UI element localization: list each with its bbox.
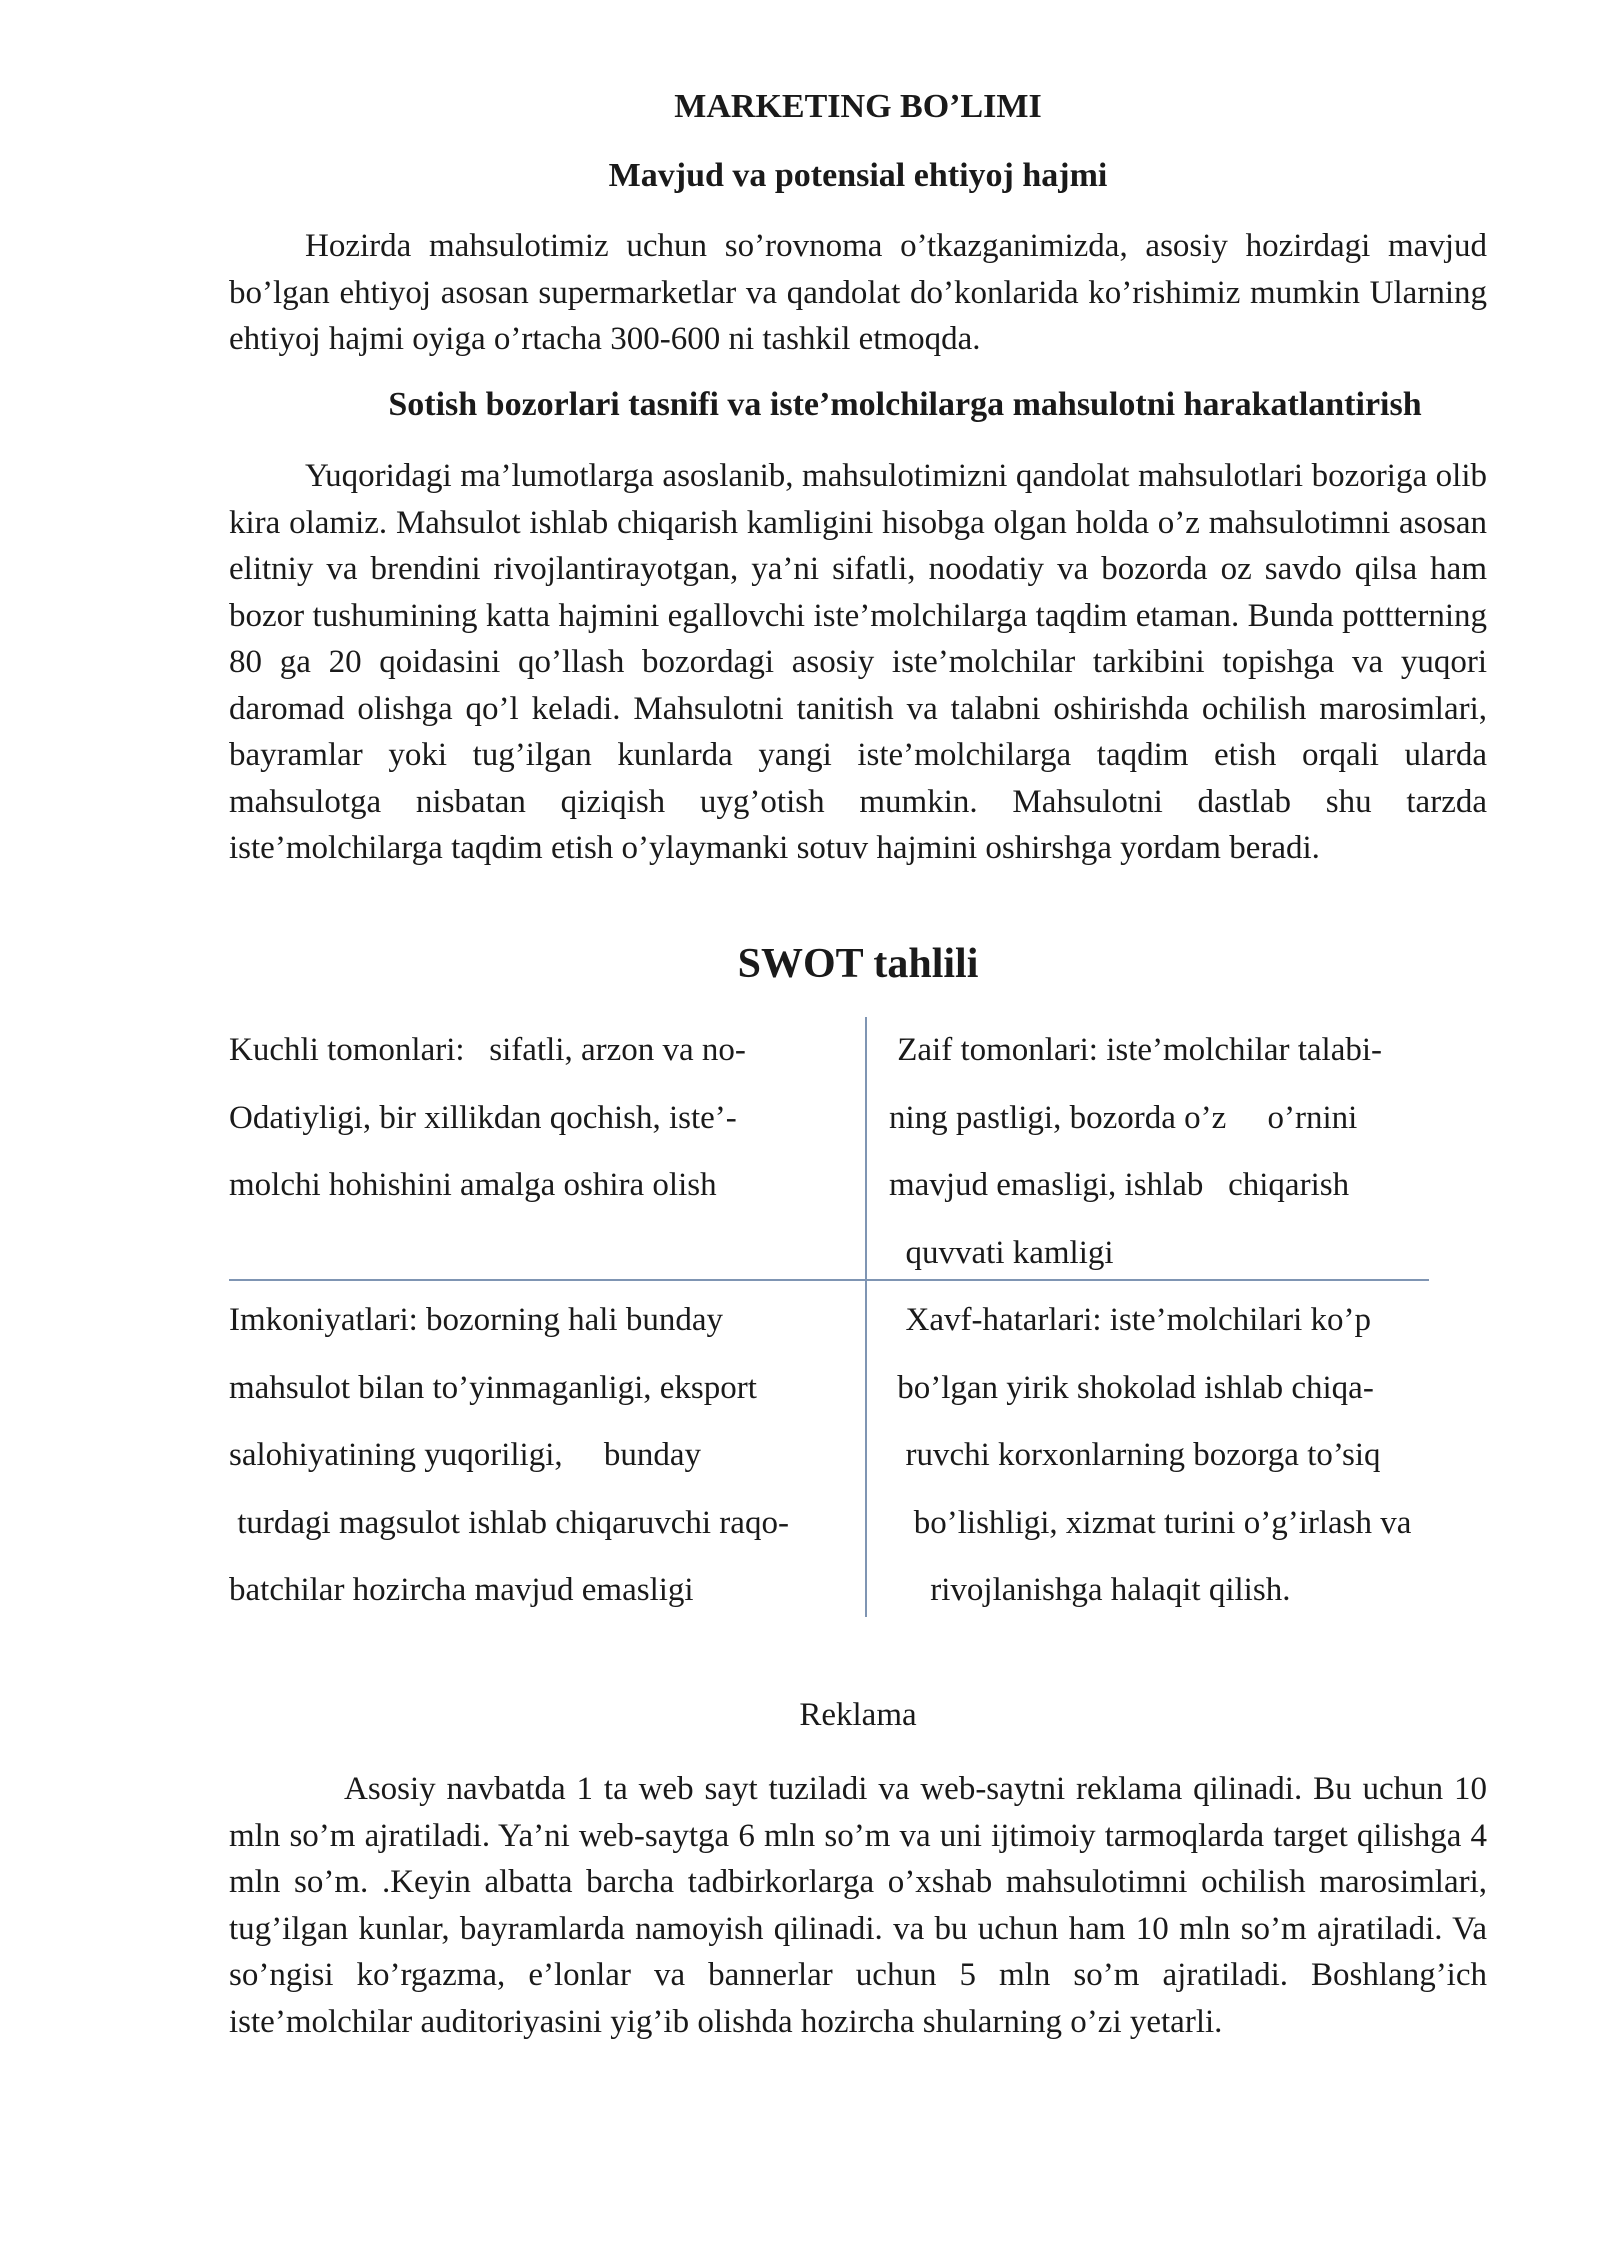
swot-title: SWOT tahlili — [737, 941, 979, 987]
section-heading-markets: Sotish bozorlari tasnifi va iste’molchilarga mahsulotni harakatlantirish — [388, 386, 1422, 423]
section-heading-advertising: Reklama — [799, 1697, 917, 1733]
swot-line: Odatiyligi, bir xillikdan qochish, iste’- — [229, 1099, 737, 1136]
paragraph-advertising: Asosiy navbatda 1 ta web sayt tuziladi va web-saytni reklama qilinadi. Bu uchun 10 mln so’m ajratiladi. Ya’ni web-saytga 6 mln so’m va uni ijtimoiy tarmoqlarda target qilishga 4 mln so’m. .Keyin albatta barcha tadbirkorlarga o’xshab mahsulotimni ochilish marosimlari, tug’ilgan kunlar, bayramlarda namoyish qilinadi. va bu uchun ham 10 mln so’m ajratiladi. Va so’ngisi ko’rgazma, e’lonlar va bannerlar uchun 5 mln so’m ajratiladi. Boshlang’ich iste’molchilar auditoriyasini yig’ib olishda hozircha shularning o’zi yetarli. — [229, 1771, 1487, 2040]
swot-line: batchilar hozircha mavjud emasligi — [229, 1572, 694, 1608]
swot-weaknesses — [889, 1017, 1382, 1287]
swot-line: turdagi magsulot ishlab chiqaruvchi raqo- — [229, 1504, 789, 1541]
paragraph-markets: Yuqoridagi ma’lumotlarga asoslanib, mahsulotimizni qandolat mahsulotlari bozoriga olib kira olamiz. Mahsulot ishlab chiqarish kamligini hisobga olgan holda o’z mahsulotimni asosan elitniy va brendini rivojlantirayotgan, ya’ni sifatli, noodatiy va bozorda oz savdo qilsa ham bozor tushumining katta hajmini egallovchi iste’molchilarga taqdim etaman. Bunda pottterning 80 ga 20 qoidasini qo’llash bozordagi asosiy iste’molchilar tarkibini topishga va yuqori daromad olishga qo’l keladi. Mahsulotni tanitish va talabni oshirishda ochilish marosimlari, bayramlar yoki tug’ilgan kunlarda yangi iste’molchilarga taqdim etish orqali ularda mahsulotga nisbatan qiziqish uyg’otish mumkin. Mahsulotni dastlab shu tarzda iste’molchilarga taqdim etish o’ylaymanki sotuv hajmini oshirshga yordam beradi. — [229, 458, 1487, 866]
swot-table — [229, 1017, 1487, 1617]
swot-line: ruvchi korxonlarning bozorga to’siq — [889, 1437, 1381, 1473]
swot-line: rivojlanishga halaqit qilish. — [889, 1572, 1291, 1608]
swot-strengths — [229, 1017, 746, 1220]
page-title: MARKETING BO’LIMI — [674, 88, 1042, 125]
swot-vertical-divider — [865, 1017, 867, 1617]
swot-line: quvvati kamligi — [889, 1234, 1114, 1271]
swot-line: Zaif tomonlari: iste’molchilar talabi- — [889, 1032, 1383, 1068]
section-heading-demand: Mavjud va potensial ehtiyoj hajmi — [608, 157, 1108, 194]
swot-line: bo’lishligi, xizmat turini o’g’irlash va — [889, 1504, 1412, 1541]
swot-line: molchi hohishini amalga oshira olish — [229, 1167, 717, 1203]
swot-line: Imkoniyatlari: bozorning hali bunday — [229, 1302, 723, 1338]
swot-line: Xavf-hatarlari: iste’molchilari ko’p — [889, 1302, 1371, 1338]
swot-line: Kuchli tomonlari: sifatli, arzon va no- — [229, 1032, 746, 1068]
swot-line: salohiyatining yuqoriligi, bunday — [229, 1437, 702, 1473]
paragraph-demand: Hozirda mahsulotimiz uchun so’rovnoma o’tkazganimizda, asosiy hozirdagi mavjud bo’lgan ehtiyoj asosan supermarketlar va qandolat do’konlarida ko’rishimiz mumkin Ularning ehtiyoj hajmi oyiga o’rtacha 300-600 ni tashkil etmoqda. — [229, 228, 1487, 357]
swot-line: mahsulot bilan to’yinmaganligi, eksport — [229, 1369, 757, 1406]
swot-line: ning pastligi, bozorda o’z o’rnini — [889, 1099, 1358, 1136]
swot-opportunities — [229, 1287, 789, 1625]
swot-line: bo’lgan yirik shokolad ishlab chiqa- — [889, 1369, 1374, 1406]
swot-threats — [889, 1287, 1411, 1625]
swot-line: mavjud emasligi, ishlab chiqarish — [889, 1167, 1350, 1203]
